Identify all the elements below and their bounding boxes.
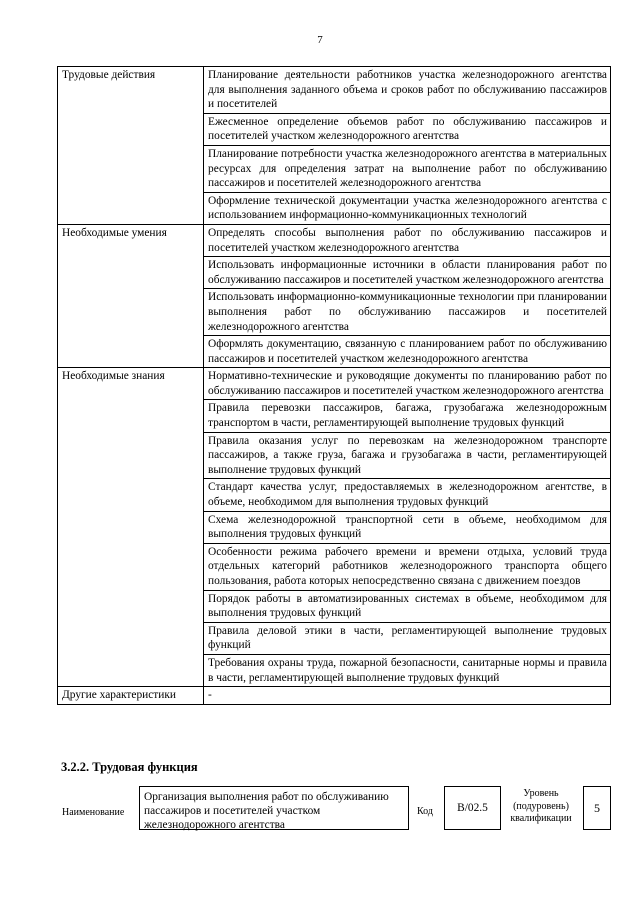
table-cell: Порядок работы в автоматизированных системах в объеме, необходимом для выполнения трудовых функций xyxy=(204,590,611,622)
table-cell: Правила оказания услуг по перевозкам на железнодорожном транспорте пассажиров, а также груза, багажа и грузобагажа в части, регламентирующей выполнение трудовых функций xyxy=(204,432,611,479)
row-group-label: Другие характеристики xyxy=(58,687,204,705)
section-title: 3.2.2. Трудовая функция xyxy=(61,760,198,774)
table-row xyxy=(58,224,611,256)
table-cell: Использовать информационно-коммуникационные технологии при планировании выполнения работ по обслуживанию пассажиров и посетителей железнодорожного агентства xyxy=(204,289,611,336)
table-cell: Использовать информационные источники в области планирования работ по обслуживанию пассажиров и посетителей участком железнодорожного агентства xyxy=(204,257,611,289)
table-cell: Особенности режима рабочего времени и времени отдыха, условий труда отдельных категорий работников железнодорожного транспорта общего пользования, работа которых непосредственно связана с движением поездов xyxy=(204,543,611,590)
name-label: Наименование xyxy=(62,807,125,818)
function-name-box: Организация выполнения работ по обслуживанию пассажиров и посетителей участком железнодорожного агентства xyxy=(139,786,409,830)
table-cell: Планирование деятельности работников участка железнодорожного агентства для выполнения заданного объема и сроков работ по обслуживанию пассажиров и посетителей xyxy=(204,67,611,114)
row-group-label: Необходимые знания xyxy=(58,368,204,687)
table-cell: Правила перевозки пассажиров, багажа, грузобагажа железнодорожным транспортом в части, регламентирующей выполнение трудовых функций xyxy=(204,400,611,432)
qualification-level-box: 5 xyxy=(583,786,611,830)
table-cell: Оформление технической документации участка железнодорожного агентства с использованием информационно-коммуникационных технологий xyxy=(204,192,611,224)
code-box: B/02.5 xyxy=(444,786,501,830)
table-cell: Планирование потребности участка железнодорожного агентства в материальных ресурсах для определения затрат на выполнение работ по обслуживанию пассажиров и посетителей железнодорожного агентства xyxy=(204,145,611,192)
table-cell: Определять способы выполнения работ по обслуживанию пассажиров и посетителей участком железнодорожного агентства xyxy=(204,224,611,256)
qualification-level-label: Уровень (подуровень) квалификации xyxy=(510,788,572,824)
table-cell: Требования охраны труда, пожарной безопасности, санитарные нормы и правила в части, регламентирующей выполнение трудовых функций xyxy=(204,654,611,686)
table-cell: Ежесменное определение объемов работ по обслуживанию пассажиров и посетителей участком железнодорожного агентства xyxy=(204,113,611,145)
table-cell: Нормативно-технические и руководящие документы по планированию работ по обслуживанию пассажиров и посетителей участком железнодорожного агентства xyxy=(204,368,611,400)
table-row xyxy=(58,687,611,705)
table-cell: - xyxy=(204,687,611,705)
page-number: 7 xyxy=(317,34,323,46)
code-label: Код xyxy=(417,806,433,817)
table-cell: Стандарт качества услуг, предоставляемых в железнодорожном агентстве, в объеме, необходимом для выполнения трудовых функций xyxy=(204,479,611,511)
table-cell: Оформлять документацию, связанную с планированием работ по обслуживанию пассажиров и посетителей участком железнодорожного агентства xyxy=(204,336,611,368)
table-row xyxy=(58,67,611,114)
labor-function-table xyxy=(57,66,611,705)
table-cell: Схема железнодорожной транспортной сети в объеме, необходимом для выполнения трудовых функций xyxy=(204,511,611,543)
table-row xyxy=(58,368,611,400)
table-cell: Правила деловой этики в части, регламентирующей выполнение трудовых функций xyxy=(204,622,611,654)
row-group-label: Трудовые действия xyxy=(58,67,204,225)
row-group-label: Необходимые умения xyxy=(58,224,204,367)
